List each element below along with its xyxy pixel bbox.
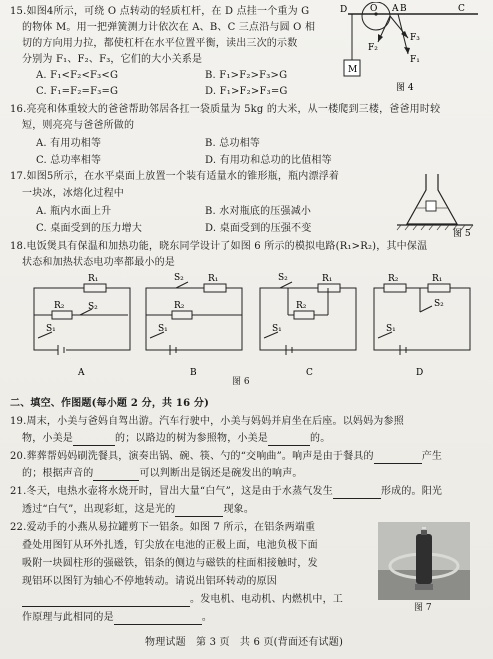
q19-blank-2[interactable] [268, 435, 310, 446]
q20-text-a: 20.葬葬帮妈妈刷洗餐具，演奏出锅、碗、筷、勺的“交响曲”。响声是由于餐具的 [10, 451, 374, 462]
option-c-label: C [306, 368, 313, 378]
figure-6-circuits [28, 270, 472, 388]
label-c: C [458, 4, 465, 14]
q19-blank-1[interactable] [73, 435, 115, 446]
q17-line2: 一块冰，冰熔化过程中 [22, 188, 124, 199]
a-r2-label: R₂ [54, 301, 65, 311]
c-s1-label: S₁ [272, 324, 282, 334]
figure-7-photo [378, 522, 478, 612]
q16-option-d: D. 有用功和总功的比值相等 [205, 155, 332, 166]
label-m: M [348, 65, 358, 75]
q17-line1: 17.如图5所示，在水平桌面上放置一个装有适量水的锥形瓶，瓶内漂浮着 [10, 171, 340, 182]
option-a-label: A [78, 368, 85, 378]
q22-blank-2[interactable] [114, 614, 202, 625]
b-r2-label: R₂ [174, 301, 185, 311]
arrow-f2 [378, 34, 383, 42]
q19-line2 [22, 432, 330, 446]
q16-option-a: A. 有用功相等 [36, 138, 102, 149]
q22-text-b: 。发电机、电动机、内燃机中，工 [190, 594, 343, 605]
q17-option-c: C. 桌面受到的压力增大 [36, 223, 143, 234]
q16-option-b: B. 总功相等 [205, 138, 261, 149]
q19-text-b: 的；以路边的树为参照物，小美是 [115, 433, 268, 444]
d-r1-label: R₁ [432, 274, 443, 284]
label-a: A [392, 4, 399, 14]
figure-6-caption: 图 6 [232, 377, 250, 387]
q15-option-a: A. F₁<F₂<F₃<G [36, 70, 119, 81]
q21-text-c: 透过“白气”，出现彩虹，这是光的 [22, 504, 176, 515]
q17-option-d: D. 桌面受到的压强不变 [205, 223, 312, 234]
circuit-a [34, 284, 130, 355]
q22-line1: 22.爱动手的小燕从易拉罐剪下一铝条。如图 7 所示，在铝条两端重 [10, 522, 316, 533]
q21-text-d: 现象。 [223, 504, 255, 515]
a-s1-label: S₁ [46, 324, 56, 334]
figure-4-lever-diagram [338, 2, 488, 94]
label-f3: F₃ [410, 33, 420, 43]
arrow-f1 [404, 47, 410, 54]
q21-line1 [10, 485, 442, 499]
q22-line6 [22, 611, 212, 625]
section-2-heading: 二、填空、作图题(每小题 2 分，共 16 分) [10, 398, 210, 409]
option-d-label: D [416, 368, 424, 378]
q19-text-c: 的。 [310, 433, 331, 444]
c-r2-label: R₂ [296, 301, 307, 311]
label-o: O [370, 4, 378, 14]
q15-line1: 15.如图4所示，可绕 O 点转动的轻质杠杆，在 D 点挂一个重为 G [10, 6, 310, 17]
b-s2-label: S₂ [174, 273, 184, 283]
figure-7-caption: 图 7 [414, 603, 432, 612]
option-b-label: B [190, 368, 197, 378]
q22-line4: 现铝环以图钉为轴心不停地转动。请说出铝环转动的原因 [22, 576, 277, 587]
q22-line3: 吸附一块圆柱形的强磁铁，铝条的侧边与磁铁的柱面相接触时，发 [22, 558, 318, 569]
q20-line1 [10, 450, 442, 464]
q22-text-c: 作原理与此相同的是 [22, 612, 114, 623]
page-footer: 物理试题 第 3 页 共 6 页(背面还有试题) [145, 637, 344, 648]
q18-line2: 状态和加热状态电功率都最小的是 [22, 257, 175, 268]
circuit-b [146, 282, 242, 355]
q15-option-b: B. F₁>F₂>F₃>G [205, 70, 288, 81]
circuit-c [260, 282, 356, 355]
label-f2: F₂ [368, 43, 378, 53]
q15-line4: 分别为 F₁、F₂、F₃，它们的大小关系是 [22, 54, 203, 65]
q20-blank-1[interactable] [374, 453, 422, 464]
battery-terminal [421, 530, 427, 535]
a-s2-label: S₂ [88, 302, 98, 312]
figure-4-caption: 图 4 [396, 83, 414, 93]
q20-line2 [22, 467, 303, 481]
q16-line2: 短，则亮亮与爸爸所做的 [22, 120, 135, 131]
figure-5-conical-flask [393, 170, 485, 238]
label-d: D [340, 5, 348, 15]
c-r1-label: R₁ [322, 274, 333, 284]
q22-line2: 叠处用图钉从环外扎透，钉尖放在电池的正极上面，电池负极下面 [22, 540, 318, 551]
q22-line5 [22, 593, 343, 607]
q19-line1: 19.周末，小美与爸妈自驾出游。汽车行驶中，小美与妈妈并肩坐在后座。以妈妈为参照 [10, 416, 404, 427]
q16-line1: 16.亮亮和体重较大的爸爸帮助邻居各扛一袋质量为 5kg 的大米，从一楼爬到三楼，爸爸用时较 [10, 104, 441, 115]
q19-text-a: 物，小美是 [22, 433, 73, 444]
circuit-d [374, 284, 470, 355]
q16-option-c: C. 总功率相等 [36, 155, 102, 166]
label-b: B [400, 4, 407, 14]
d-s2-label: S₂ [434, 299, 444, 309]
q21-blank-2[interactable] [175, 506, 223, 517]
b-s1-label: S₁ [158, 324, 168, 334]
magnet [415, 584, 433, 590]
a-r1-label: R₁ [88, 274, 99, 284]
q15-line2: 的物体 M。用一把弹簧测力计依次在 A、B、C 三点沿与圆 O 相 [22, 22, 316, 33]
q17-option-a: A. 瓶内水面上升 [36, 206, 112, 217]
label-f1: F₁ [410, 55, 420, 65]
q21-text-a: 21.冬天，电热水壶将水烧开时，冒出大量“白气”，这是由于水蒸气发生 [10, 486, 333, 497]
q20-blank-2[interactable] [93, 470, 139, 481]
q18-line1: 18.电饭煲具有保温和加热功能，晓东同学设计了如图 6 所示的模拟电路(R₁>R₂)，其中保温 [10, 241, 428, 252]
q21-line2 [22, 503, 254, 517]
flask-outline [407, 174, 457, 224]
b-r1-label: R₁ [208, 274, 219, 284]
ice-block [426, 201, 436, 211]
q20-text-b: 产生 [421, 451, 443, 462]
q21-blank-1[interactable] [333, 488, 381, 499]
d-r2-label: R₂ [388, 274, 399, 284]
q15-line3: 切的方向用力拉，都使杠杆在水平位置平衡，读出三次的示数 [22, 38, 298, 49]
switch-s2-d [420, 306, 432, 312]
q15-option-d: D. F₁>F₂>F₃=G [205, 86, 288, 97]
q20-text-d: 可以判断出是锅还是碗发出的响声。 [139, 468, 303, 479]
q22-text-d: 。 [201, 612, 213, 623]
q22-blank-1[interactable] [22, 596, 190, 607]
c-s2-label: S₂ [278, 273, 288, 283]
q15-option-c: C. F₁=F₂=F₃=G [36, 86, 119, 97]
battery [416, 534, 432, 584]
d-s1-label: S₁ [386, 324, 396, 334]
q20-text-c: 的；根据声音的 [22, 468, 94, 479]
q21-text-b: 形成的。阳光 [380, 486, 443, 497]
q17-option-b: B. 水对瓶底的压强减小 [205, 206, 312, 217]
figure-5-caption: 图 5 [453, 229, 471, 238]
